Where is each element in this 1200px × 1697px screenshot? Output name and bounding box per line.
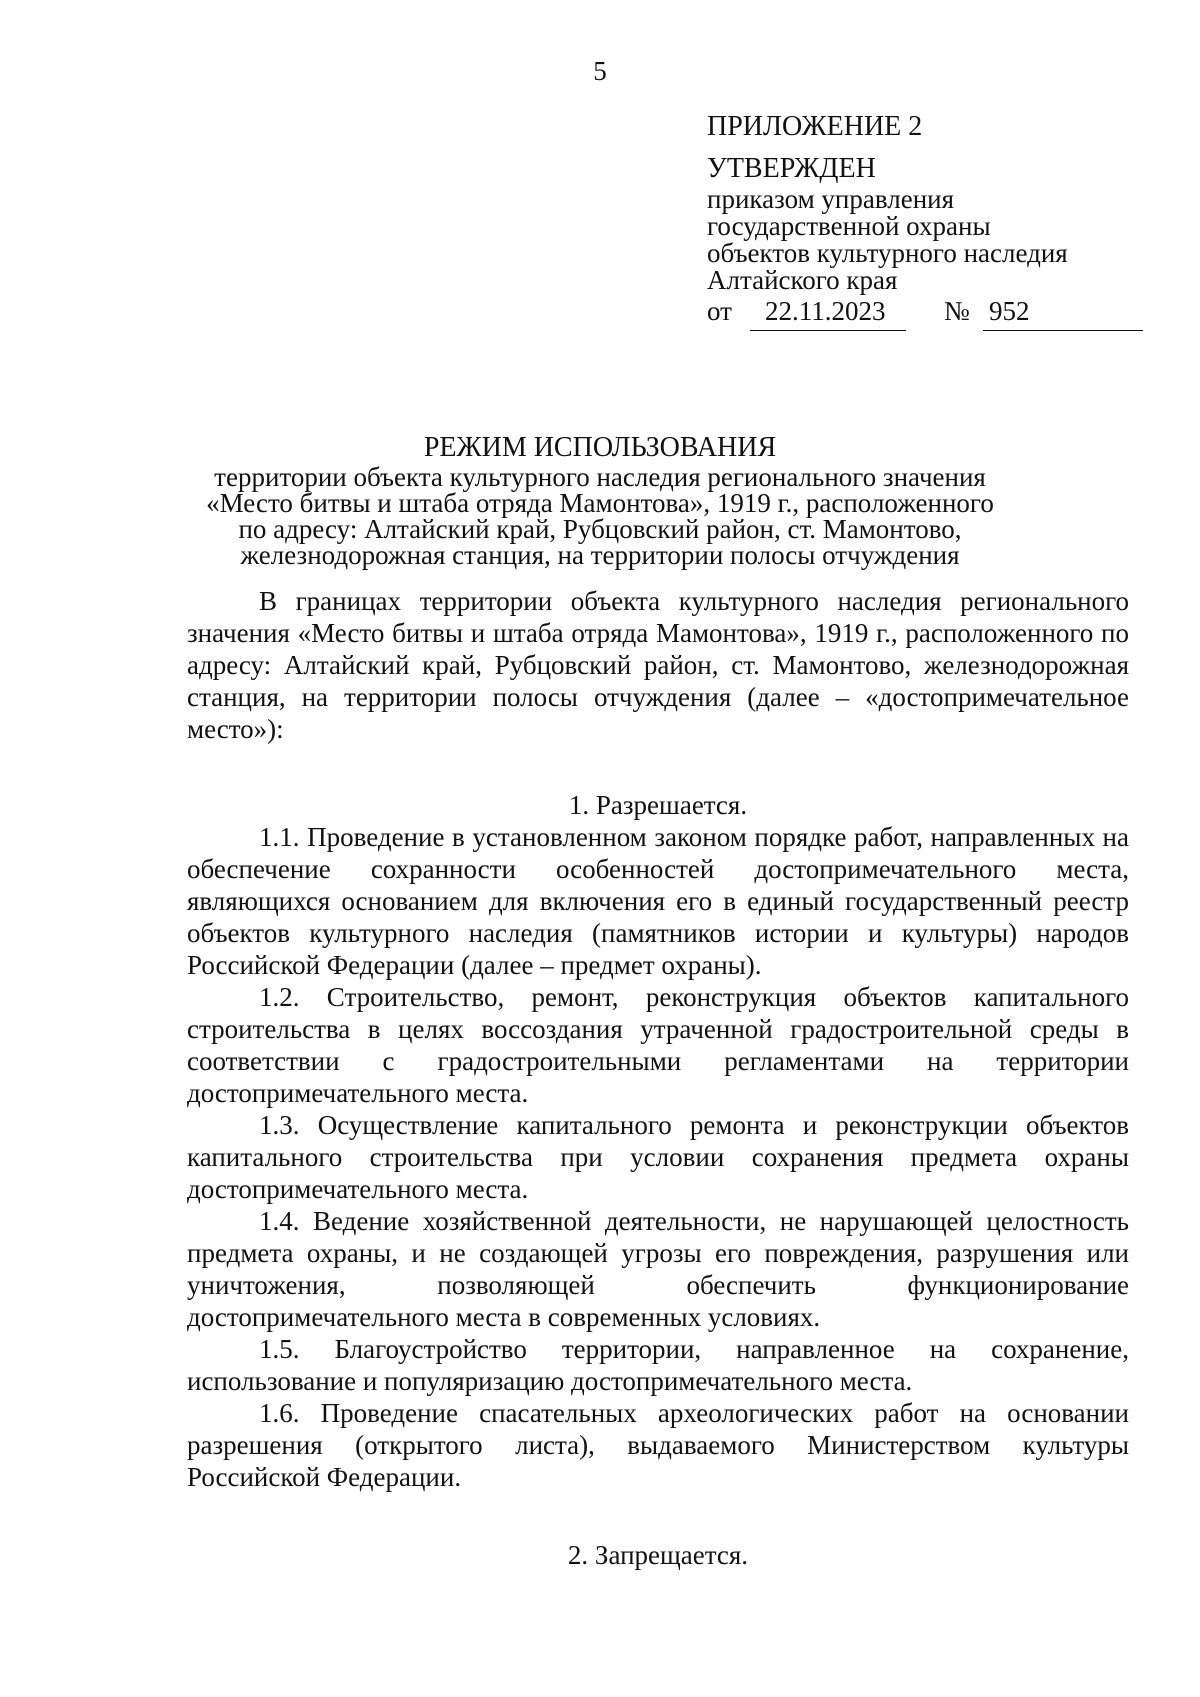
- approval-line: государственной охраны: [707, 211, 991, 241]
- order-number: 952: [989, 296, 1030, 326]
- item-1-6: 1.6. Проведение спасательных археологических работ на основании разрешения (открытого листа), выдаваемого Министерством культуры Российской Федерации.: [187, 1398, 1129, 1492]
- intro-paragraph: В границах территории объекта культурного наследия регионального значения «Место битвы и штаба отряда Мамонтова», 1919 г., расположенного по адресу: Алтайский край, Рубцовский район, ст. Мамонтово, железнодорожная станция, на территории полосы отчуждения (далее – «достопримечательное место»):: [187, 586, 1129, 744]
- title-line: территории объекта культурного наследия регионального значения: [214, 462, 986, 492]
- page-number: 5: [593, 56, 607, 86]
- document-body: [187, 585, 1129, 1571]
- title-line: по адресу: Алтайский край, Рубцовский район, ст. Мамонтово,: [238, 514, 962, 544]
- date-prefix: от: [707, 296, 732, 326]
- item-1-2: 1.2. Строительство, ремонт, реконструкция объектов капитального строительства в целях воссоздания утраченной градостроительной среды в соответствии с градостроительными регламентами на территории достопримечательного места.: [187, 982, 1129, 1108]
- item-1-4: 1.4. Ведение хозяйственной деятельности, не нарушающей целостность предмета охраны, и не создающей угрозы его повреждения, разрушения или уничтожения, позволяющей обеспечить функционирование достопримечательного места в современных условиях.: [187, 1206, 1129, 1332]
- title-line: железнодорожная станция, на территории полосы отчуждения: [240, 540, 960, 570]
- item-1-3: 1.3. Осуществление капитального ремонта и реконструкции объектов капитального строительства при условии сохранения предмета охраны достопримечательного места.: [187, 1110, 1129, 1204]
- section-1-heading: 1. Разрешается.: [568, 790, 748, 820]
- approval-block: [707, 110, 1068, 330]
- title-main: РЕЖИМ ИСПОЛЬЗОВАНИЯ: [423, 432, 777, 463]
- order-date: 22.11.2023: [765, 296, 886, 326]
- approved-heading: УТВЕРЖДЕН: [707, 153, 876, 184]
- title-line: «Место битвы и штаба отряда Мамонтова», 1919 г., расположенного: [206, 488, 994, 518]
- approval-line: объектов культурного наследия: [707, 238, 1068, 268]
- item-1-5: 1.5. Благоустройство территории, направленное на сохранение, использование и популяризацию достопримечательного места.: [187, 1334, 1129, 1396]
- order-date-number: [707, 296, 1068, 330]
- approval-line: Алтайского края: [707, 265, 898, 295]
- date-underline: [750, 330, 906, 331]
- number-underline: [983, 330, 1143, 331]
- approval-line: приказом управления: [707, 184, 955, 214]
- number-prefix: №: [944, 296, 970, 326]
- document-title: [0, 432, 1200, 568]
- item-1-1: 1.1. Проведение в установленном законом порядке работ, направленных на обеспечение сохранности особенностей достопримечательного места, являющихся основанием для включения его в единый государственный реестр объектов культурного наследия (памятников истории и культуры) народов Российской Федерации (далее – предмет охраны).: [187, 822, 1129, 980]
- appendix-heading: ПРИЛОЖЕНИЕ 2: [707, 111, 923, 142]
- section-2-heading: 2. Запрещается.: [567, 1540, 749, 1570]
